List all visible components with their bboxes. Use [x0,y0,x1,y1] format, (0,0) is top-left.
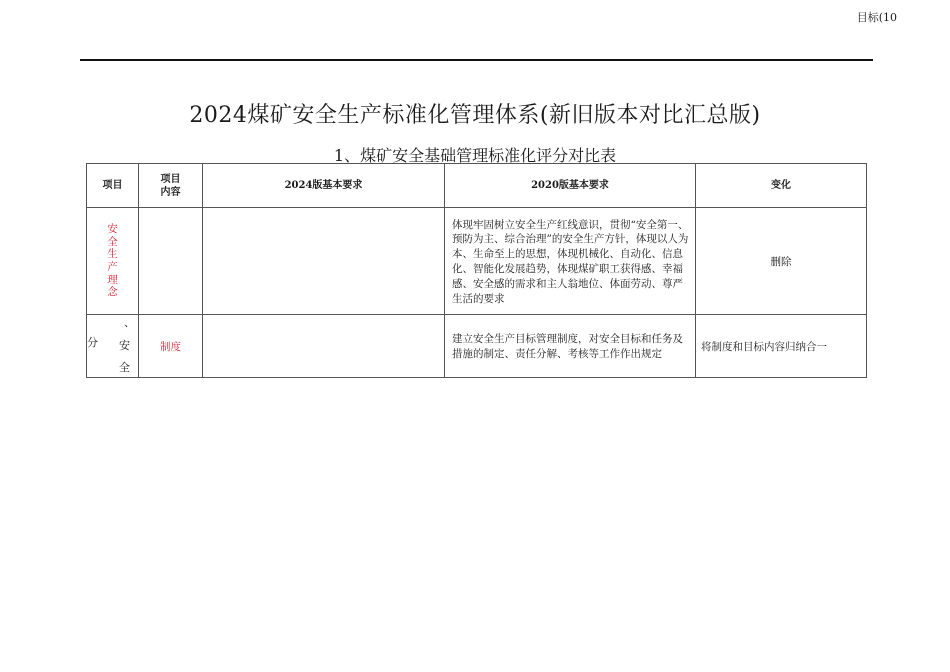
header-2020-requirements: 2020版基本要求 [445,164,696,208]
item-fragment-fen: 分 [87,336,98,349]
requirement-2020-cell: 体现牢固树立安全生产红线意识，贯彻“安全第一、预防为主、综合治理”的安全生产方针，体现以人为本、生命至上的思想，体现机械化、自动化、信息化、智能化发展趋势，体现煤矿职工获得感、幸福感、安全感的需求和主人翁地位、体面劳动、尊严生活的要求 [445,208,696,315]
item-char: 安 [107,223,118,236]
table-header-row [87,164,867,208]
item-cell [87,315,139,378]
comparison-table [86,163,867,378]
header-item: 项目 [87,164,139,208]
page-target-label: 目标(10 [856,11,897,24]
item-content-cell [139,208,203,315]
item-vertical-text [107,223,119,299]
change-cell: 将制度和目标内容归纳合一 [696,315,867,378]
header-rule [80,59,873,61]
item-char: 理 [107,273,118,286]
item-fragment-an: 安 [119,339,130,352]
table-subtitle: 1、煤矿安全基础管理标准化评分对比表 [333,146,617,165]
item-content-cell: 制度 [139,315,203,378]
header-change: 变化 [696,164,867,208]
item-char: 全 [107,235,118,248]
item-cell [87,208,139,315]
header-item-content-line2: 内容 [160,186,181,198]
item-char: 生 [107,248,118,261]
header-2024-requirements: 2024版基本要求 [203,164,445,208]
item-char: 产 [107,261,118,273]
document-title: 2024煤矿安全生产标准化管理体系(新旧版本对比汇总版) [189,103,761,128]
header-item-content-line1: 项目 [160,173,181,185]
requirement-2024-cell [203,315,445,378]
requirement-2020-cell: 建立安全生产目标管理制度，对安全目标和任务及措施的制定、责任分解、考核等工作作出规定 [445,315,696,378]
table-row [87,208,867,315]
header-item-content [139,164,203,208]
item-fragment-quan: 全 [119,361,130,374]
item-char: 念 [107,286,118,299]
table-row [87,315,867,378]
item-fragment-mark: 、 [124,316,135,329]
change-cell: 删除 [696,208,867,315]
requirement-2024-cell [203,208,445,315]
